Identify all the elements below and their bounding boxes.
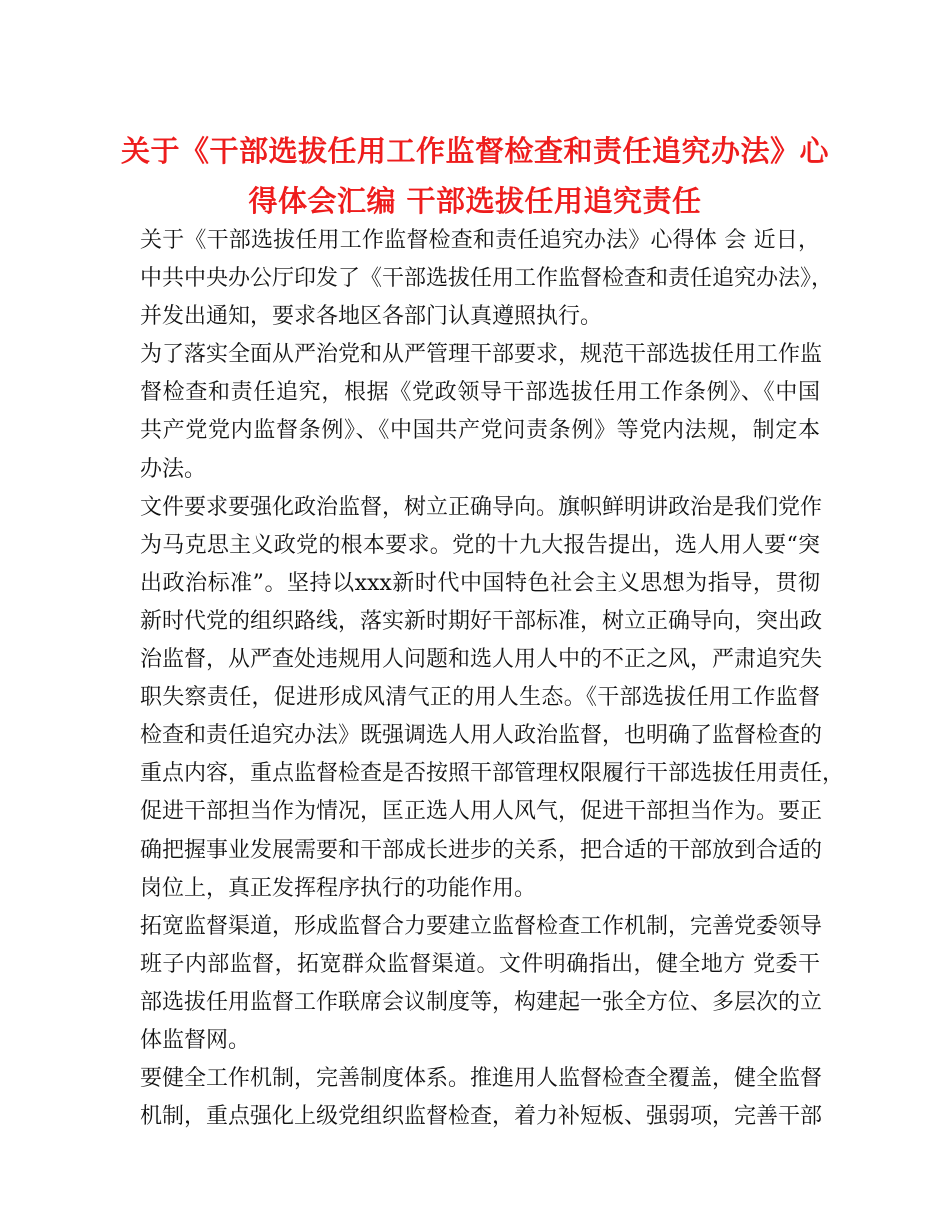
- document-title: [120, 126, 830, 226]
- title-line-1: 关于《干部选拔任用工作监督检查和责任追究办法》心: [120, 134, 829, 168]
- title-line-2: 得体会汇编 干部选拔任用追究责任: [248, 184, 702, 218]
- text-line: 部选拔任用监督工作联席会议制度等，构建起一张全方位、多层次的立: [140, 989, 823, 1015]
- paragraph-5: [140, 1060, 823, 1136]
- text-line: 出政治标准”。坚持以xxx新时代中国特色社会主义思想为指导，贯彻: [140, 570, 820, 596]
- text-line: 拓宽监督渠道，形成监督合力要建立监督检查工作机制，完善党委领导: [140, 913, 823, 939]
- text-line: 关于《干部选拔任用工作监督检查和责任追究办法》心得体 会 近日，: [140, 228, 820, 253]
- paragraph-2: [140, 336, 823, 488]
- text-line: 机制，重点强化上级党组织监督检查，着力补短板、强弱项，完善干部: [140, 1104, 823, 1130]
- text-line: 为了落实全面从严治党和从严管理干部要求，规范干部选拔任用工作监: [140, 342, 823, 368]
- text-line: 督检查和责任追究，根据《党政领导干部选拔任用工作条例》、《中国: [140, 380, 820, 406]
- text-line: 为马克思主义政党的根本要求。党的十九大报告提出，选人用人要“突: [140, 532, 820, 558]
- text-line: 班子内部监督，拓宽群众监督渠道。文件明确指出，健全地方 党委干: [140, 951, 820, 977]
- text-line: 文件要求要强化政治监督，树立正确导向。旗帜鲜明讲政治是我们党作: [140, 494, 823, 520]
- paragraph-3: [140, 489, 845, 908]
- text-line: 体监督网。: [140, 1027, 251, 1053]
- paragraph-4: [140, 908, 823, 1060]
- text-line: 检查和责任追究办法》既强调选人用人政治监督，也明确了监督检查的: [140, 723, 823, 749]
- text-line: 办法。: [140, 456, 207, 482]
- text-line: 共产党党内监督条例》、《中国共产党问责条例》等党内法规，制定本: [140, 418, 820, 444]
- text-line: 职失察责任，促进形成风清气正的用人生态。《干部选拔任用工作监督: [140, 685, 820, 711]
- text-line: 新时代党的组织路线，落实新时期好干部标准，树立正确导向，突出政: [140, 608, 823, 634]
- text-line: 中共中央办公厅印发了《干部选拔任用工作监督检查和责任追究办法》，: [140, 266, 834, 292]
- text-line: 并发出通知，要求各地区各部门认真遵照执行。: [140, 304, 603, 330]
- text-line: 确把握事业发展需要和干部成长进步的关系，把合适的干部放到合适的: [140, 837, 823, 863]
- text-line: 岗位上，真正发挥程序执行的功能作用。: [140, 875, 537, 901]
- text-line: 治监督，从严查处违规用人问题和选人用人中的不正之风，严肃追究失: [140, 647, 823, 673]
- text-line: 促进干部担当作为情况，匡正选人用人风气，促进干部担当作为。要正: [140, 799, 823, 825]
- text-line: 重点内容，重点监督检查是否按照干部管理权限履行干部选拔任用责任，: [140, 761, 845, 787]
- document-body: [140, 222, 845, 1136]
- text-line: 要健全工作机制，完善制度体系。推進用人监督检查全覆盖，健全监督: [140, 1066, 823, 1092]
- paragraph-1: [140, 222, 834, 336]
